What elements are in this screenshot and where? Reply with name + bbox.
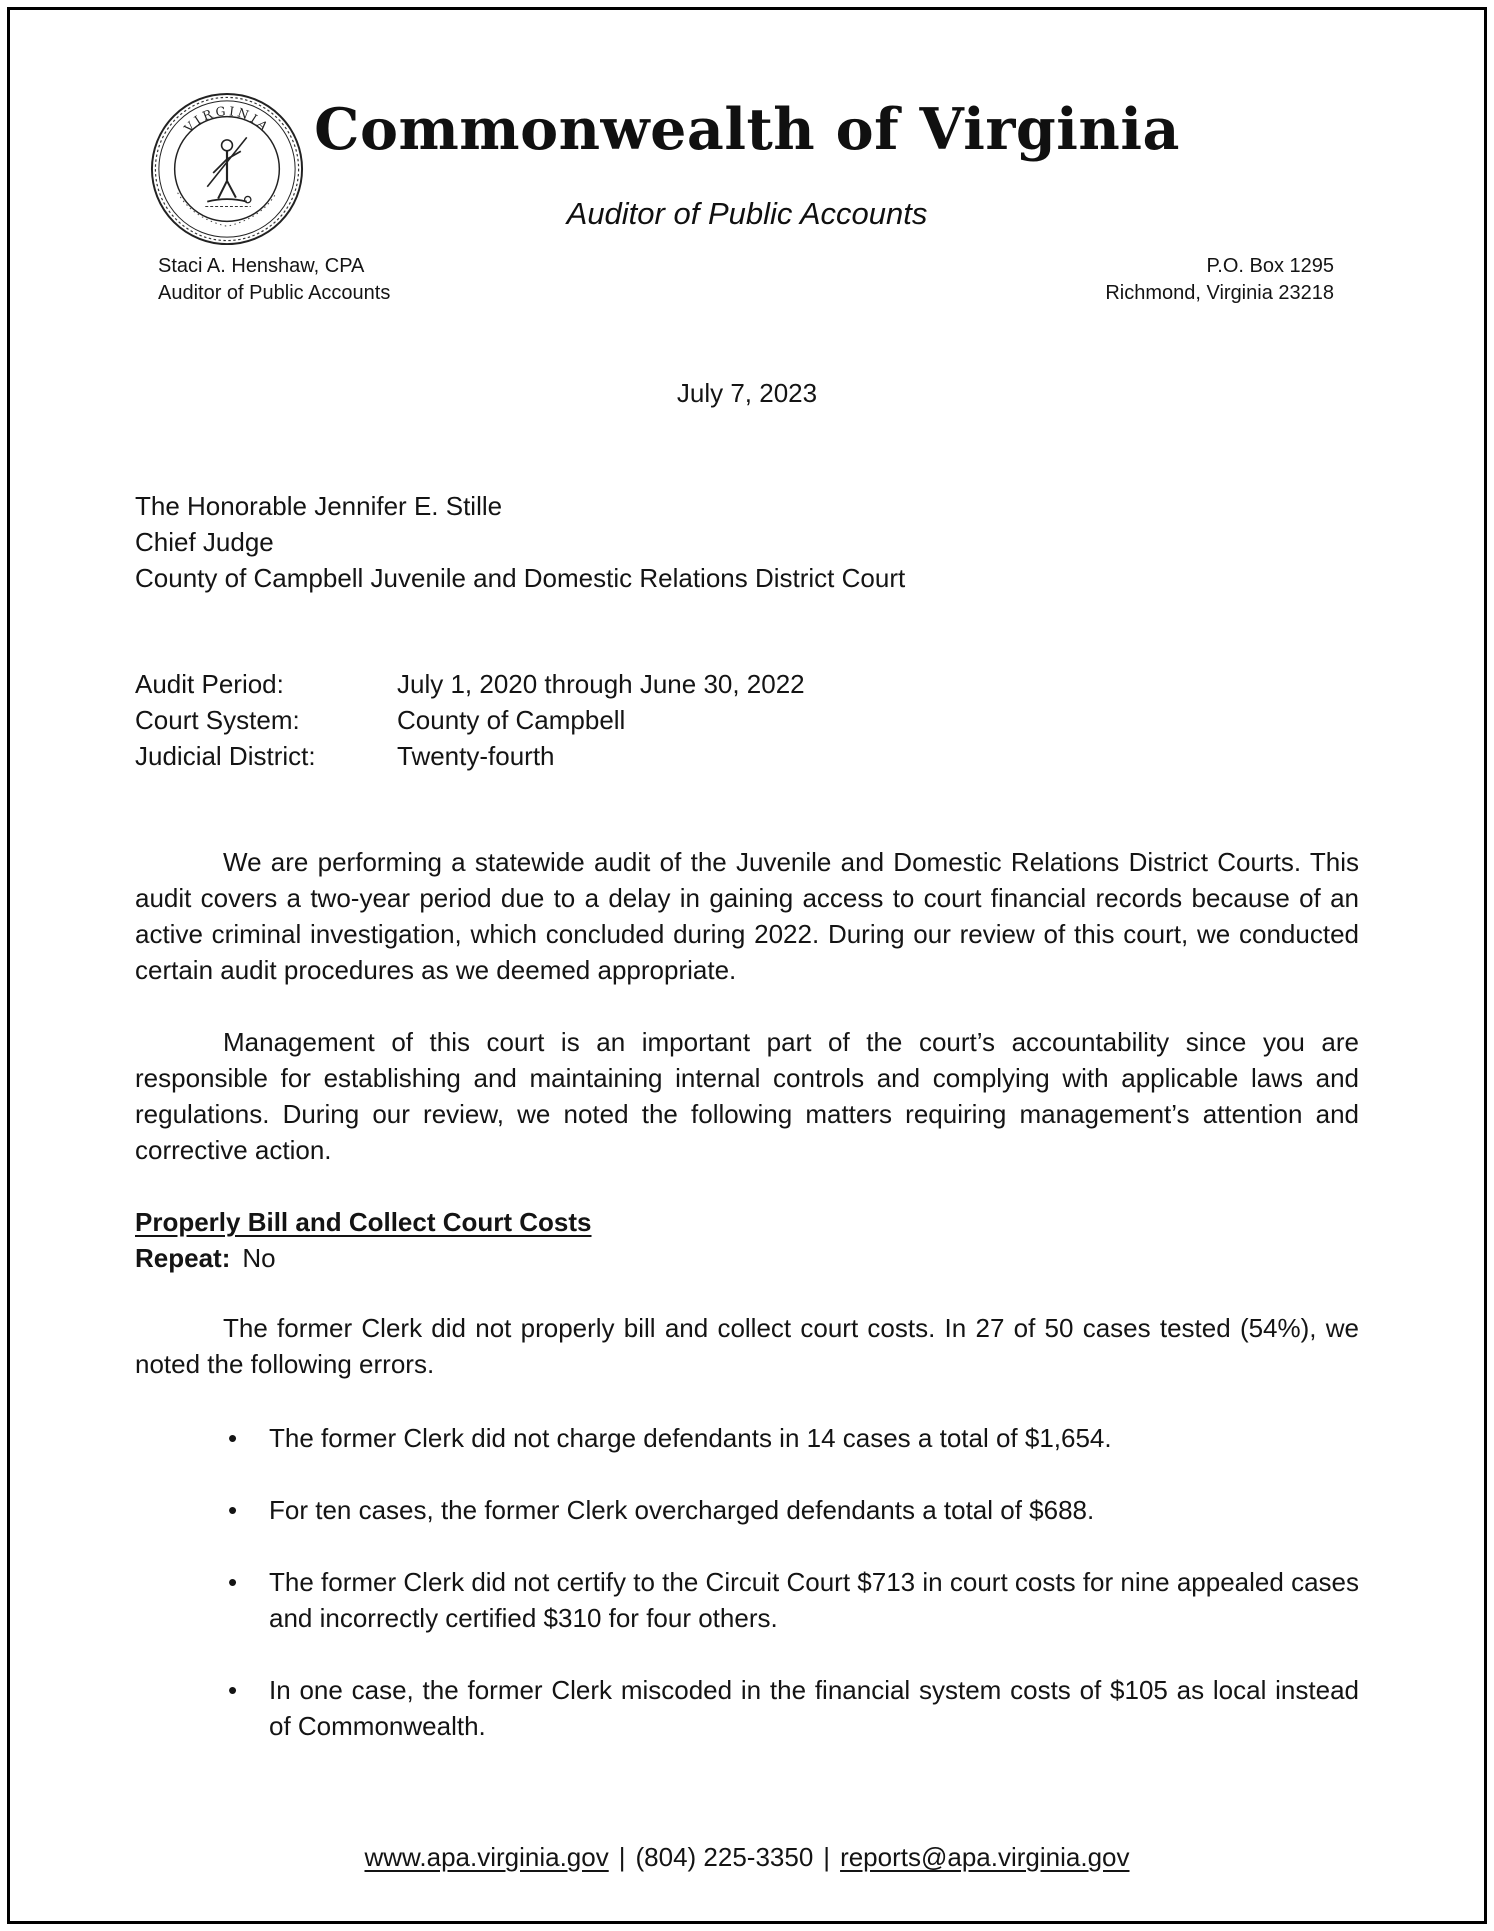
- addressee-title: Chief Judge: [135, 527, 274, 557]
- detail-value: July 1, 2020 through June 30, 2022: [397, 669, 805, 699]
- repeat-line: [135, 1240, 1359, 1276]
- footer-phone: (804) 225-3350: [635, 1842, 814, 1872]
- detail-value: Twenty-fourth: [397, 741, 555, 771]
- addressee-block: [135, 488, 1359, 596]
- letter-body: [135, 375, 1359, 1780]
- footer-contact: [10, 1839, 1484, 1875]
- footer-separator: |: [618, 1842, 626, 1872]
- detail-label: Court System:: [135, 705, 300, 735]
- footer-website-link[interactable]: www.apa.virginia.gov: [364, 1842, 609, 1872]
- org-name: Commonwealth of Virginia: [314, 96, 1180, 163]
- paragraph-audit-scope: We are performing a statewide audit of the Juvenile and Domestic Relations District Courts. This audit covers a two-year period due to a delay in gaining access to court financial records because of an active criminal investigation, which concluded during 2022. During our review of this court, we conducted certain audit procedures as we deemed appropriate.: [135, 847, 1359, 985]
- detail-value: County of Campbell: [397, 705, 626, 735]
- official-block: [158, 253, 390, 307]
- address-line1: P.O. Box 1295: [1206, 255, 1334, 277]
- address-line2: Richmond, Virginia 23218: [1105, 282, 1334, 304]
- detail-row-judicial-district: [135, 738, 1359, 774]
- detail-row-court-system: [135, 702, 1359, 738]
- letter-page: [7, 7, 1487, 1924]
- detail-row-audit-period: [135, 666, 1359, 702]
- detail-label: Judicial District:: [135, 741, 316, 771]
- finding-intro: The former Clerk did not properly bill and collect court costs. In 27 of 50 cases tested (54%), we noted the following errors.: [135, 1313, 1359, 1379]
- finding-header: [135, 1204, 1359, 1276]
- audit-details: [135, 666, 1359, 774]
- official-name: Staci A. Henshaw, CPA: [158, 255, 365, 277]
- repeat-value: No: [242, 1243, 276, 1273]
- detail-label: Audit Period:: [135, 669, 284, 699]
- addressee-name: The Honorable Jennifer E. Stille: [135, 491, 503, 521]
- finding-heading: Properly Bill and Collect Court Costs: [135, 1207, 592, 1237]
- address-block: [1105, 253, 1334, 307]
- paragraph-management: Management of this court is an important part of the court’s accountability since you are responsible for establishing and maintaining internal controls and complying with applicable laws and regulations. During our review, we noted the following matters requiring management’s attention and corrective action.: [135, 1027, 1359, 1165]
- addressee-court: County of Campbell Juvenile and Domestic Relations District Court: [135, 563, 906, 593]
- footer-email-link[interactable]: reports@apa.virginia.gov: [840, 1842, 1130, 1872]
- repeat-label: Repeat:: [135, 1243, 231, 1273]
- dept-name: Auditor of Public Accounts: [566, 196, 928, 231]
- finding-bullet: • In one case, the former Clerk miscoded in the financial system costs of $105 as local instead of Commonwealth.: [135, 1672, 1359, 1744]
- finding-bullet: • For ten cases, the former Clerk overcharged defendants a total of $688.: [135, 1492, 1359, 1528]
- finding-bullet-list: [135, 1420, 1359, 1744]
- finding-bullet: • The former Clerk did not certify to the Circuit Court $713 in court costs for nine appealed cases and incorrectly certified $310 for four others.: [135, 1564, 1359, 1636]
- footer-separator: |: [823, 1842, 831, 1872]
- letter-date: July 7, 2023: [676, 378, 818, 408]
- finding-bullet: • The former Clerk did not charge defendants in 14 cases a total of $1,654.: [135, 1420, 1359, 1456]
- seal-top-text: VIRGINIA: [181, 104, 273, 136]
- official-title: Auditor of Public Accounts: [158, 282, 391, 304]
